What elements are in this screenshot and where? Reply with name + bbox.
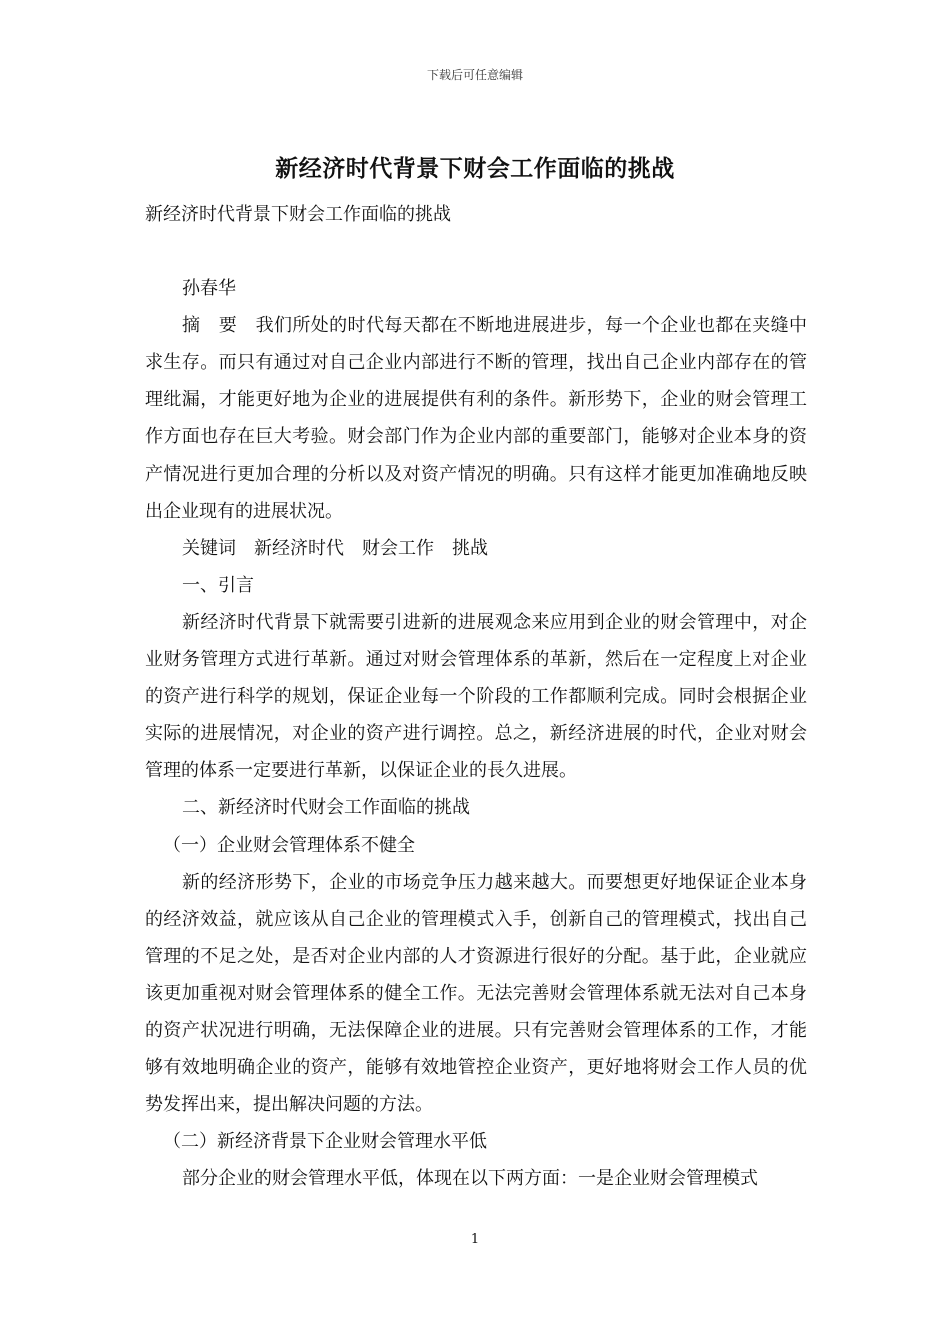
subtitle: 新经济时代背景下财会工作面临的挑战 bbox=[145, 204, 451, 225]
subsection-1-paragraph: 新的经济形势下，企业的市场竞争压力越来越大。而要想更好地保证企业本身的经济效益，就应该从自己企业的管理模式入手，创新自己的管理模式，找出自己管理的不足之处，是否对企业内部的人才资源进行很好的分配。基于此，企业就应该更加重视对财会管理体系的健全工作。无法完善财会管理体系就无法对自己本身的资产状况进行明确，无法保障企业的进展。只有完善财会管理体系的工作，才能够有效地明确企业的资产，能够有效地管控企业资产，更好地将财会工作人员的优势发挥出来，提出解决问题的方法。 bbox=[145, 871, 807, 1116]
blank-line bbox=[145, 233, 807, 270]
document-title: 新经济时代背景下财会工作面临的挑战 bbox=[275, 156, 675, 182]
subsection-heading-1: （一）企业财会管理体系不健全 bbox=[163, 834, 415, 856]
section-heading-challenges: 二、新经济时代财会工作面临的挑战 bbox=[182, 797, 470, 819]
intro-paragraph: 新经济时代背景下就需要引进新的进展观念来应用到企业的财会管理中，对企业财务管理方式进行革新。通过对财会管理体系的革新，然后在一定程度上对企业的资产进行科学的规划，保证企业每一个阶段的工作都顺利完成。同时会根据企业实际的进展情况，对企业的资产进行调控。总之，新经济进展的时代，企业对财会管理的体系一定要进行革新，以保证企业的長久进展。 bbox=[145, 611, 807, 782]
section-heading-intro: 一、引言 bbox=[182, 574, 254, 596]
abstract-paragraph: 摘 要 我们所处的时代每天都在不断地进展进步，每一个企业也都在夹缝中求生存。而只有通过对自己企业内部进行不断的管理，找出自己企业内部存在的管理纰漏，才能更好地为企业的进展提供有利的条件。新形势下，企业的财会管理工作方面也存在巨大考验。财会部门作为企业内部的重要部门，能够对企业本身的资产情况进行更加合理的分析以及对资产情况的明确。只有这样才能更加准确地反映出企业现有的进展状况。 bbox=[145, 315, 807, 522]
subsection-2-paragraph: 部分企业的财会管理水平低，体现在以下两方面：一是企业财会管理模式 bbox=[182, 1168, 758, 1190]
page-number: 1 bbox=[470, 1232, 480, 1247]
author: 孙春华 bbox=[182, 278, 236, 300]
page-header: 下载后可任意编辑 bbox=[426, 68, 523, 82]
document-body bbox=[145, 196, 807, 1197]
subsection-heading-2: （二）新经济背景下企业财会管理水平低 bbox=[163, 1131, 487, 1153]
keywords: 关键词 新经济时代 财会工作 挑战 bbox=[182, 537, 488, 559]
